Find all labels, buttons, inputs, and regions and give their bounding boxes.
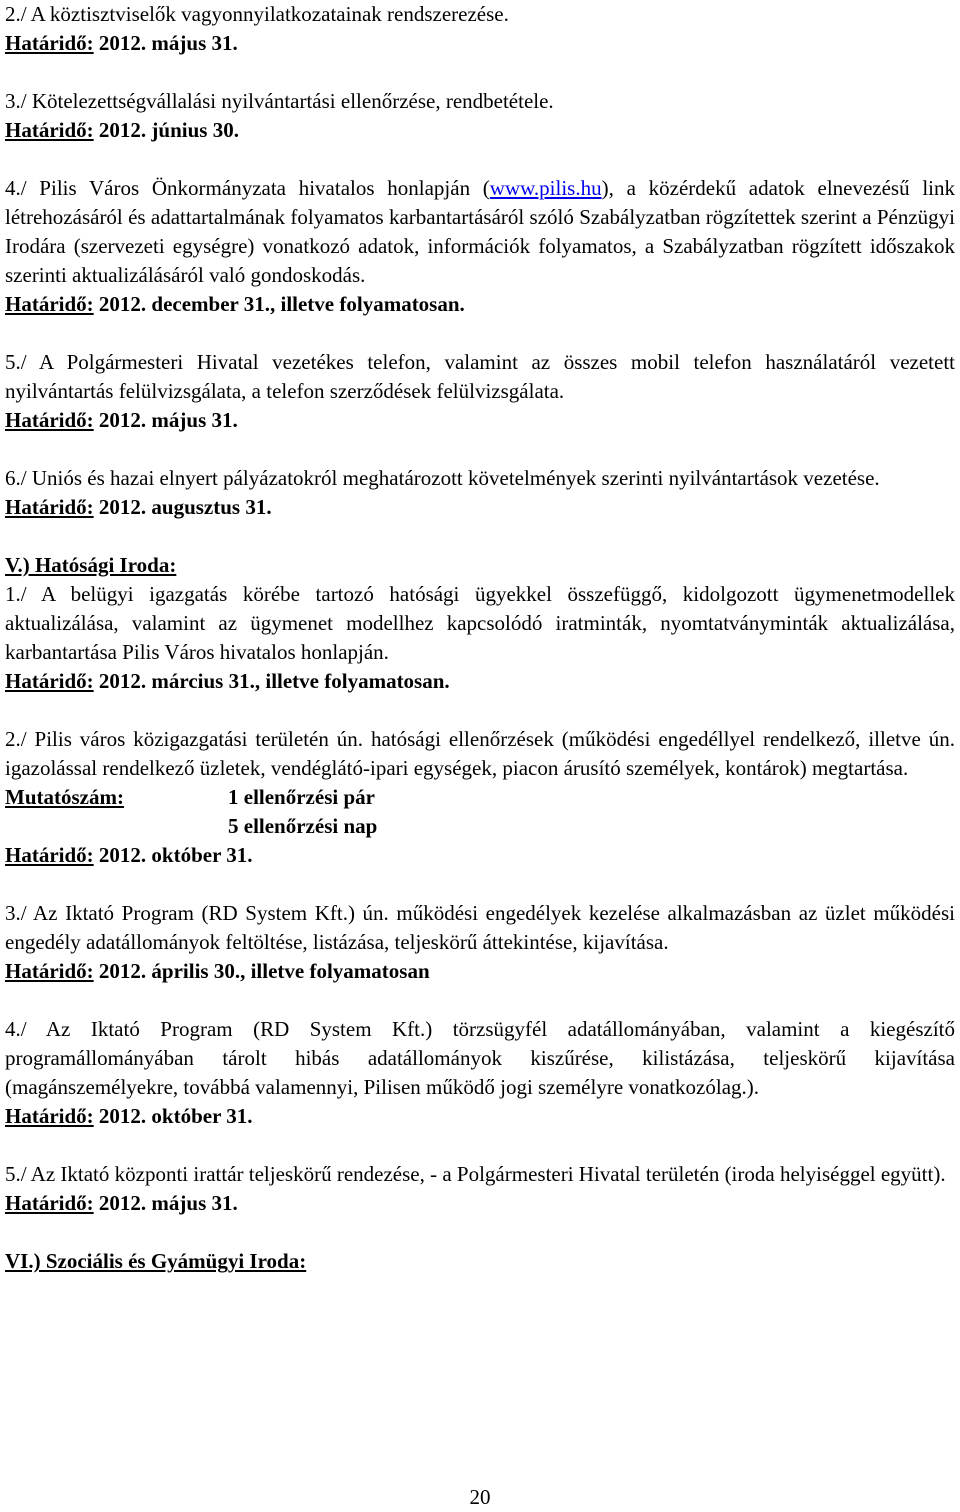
deadline-b2: Határidő: 2012. október 31. bbox=[5, 843, 253, 867]
deadline-label: Határidő: bbox=[5, 31, 94, 55]
item-b3: 3./ Az Iktató Program (RD System Kft.) ún. működési engedélyek kezelése alkalmazásban az üzlet működési engedély adatállományok feltöltése, listázása, teljeskörű áttekintése, kijavítása. bbox=[5, 901, 955, 954]
indicator-label: Mutatószám: bbox=[5, 785, 124, 809]
deadline-label: Határidő: bbox=[5, 1104, 94, 1128]
deadline-b4: Határidő: 2012. október 31. bbox=[5, 1104, 253, 1128]
deadline-a5: Határidő: 2012. május 31. bbox=[5, 408, 238, 432]
section-heading-szocialis: VI.) Szociális és Gyámügyi Iroda: bbox=[5, 1249, 307, 1273]
section-heading-hatosagi: V.) Hatósági Iroda: bbox=[5, 553, 177, 577]
deadline-a6: Határidő: 2012. augusztus 31. bbox=[5, 495, 272, 519]
page-number: 20 bbox=[469, 1485, 491, 1509]
deadline-a2: Határidő: 2012. május 31. bbox=[5, 31, 238, 55]
item-b5: 5./ Az Iktató központi irattár teljeskörű rendezése, - a Polgármesteri Hivatal területén (iroda helyiséggel együtt). bbox=[5, 1162, 946, 1186]
deadline-a4: Határidő: 2012. december 31., illetve folyamatosan. bbox=[5, 292, 465, 316]
deadline-b5: Határidő: 2012. május 31. bbox=[5, 1191, 238, 1215]
deadline-label: Határidő: bbox=[5, 843, 94, 867]
item-b1: 1./ A belügyi igazgatás körébe tartozó hatósági ügyekkel összefüggő, kidolgozott ügymenetmodellek aktualizálása, valamint az ügymenet modellhez kapcsolódó iratminták, nyomtatványminták aktualizálása, karbantartása Pilis Város hivatalos honlapján. bbox=[5, 582, 955, 664]
website-link[interactable]: www.pilis.hu bbox=[489, 176, 602, 200]
deadline-b1: Határidő: 2012. március 31., illetve folyamatosan. bbox=[5, 669, 450, 693]
item-a3: 3./ Kötelezettségvállalási nyilvántartási ellenőrzése, rendbetétele. bbox=[5, 89, 554, 113]
deadline-label: Határidő: bbox=[5, 408, 94, 432]
indicator-value-1: 1 ellenőrzési pár bbox=[228, 785, 375, 809]
item-a2: 2./ A köztisztviselők vagyonnyilatkozatainak rendszerezése. bbox=[5, 2, 509, 26]
deadline-label: Határidő: bbox=[5, 292, 94, 316]
item-a6: 6./ Uniós és hazai elnyert pályázatokról meghatározott követelmények szerinti nyilvántartások vezetése. bbox=[5, 466, 880, 490]
deadline-label: Határidő: bbox=[5, 669, 94, 693]
item-a5: 5./ A Polgármesteri Hivatal vezetékes telefon, valamint az összes mobil telefon használatáról vezetett nyilvántartás felülvizsgálata, a telefon szerződések felülvizsgálata. bbox=[5, 350, 955, 403]
indicator-value-2: 5 ellenőrzési nap bbox=[228, 814, 378, 838]
deadline-a3: Határidő: 2012. június 30. bbox=[5, 118, 239, 142]
deadline-label: Határidő: bbox=[5, 495, 94, 519]
deadline-label: Határidő: bbox=[5, 118, 94, 142]
indicator-value-2-row bbox=[5, 812, 955, 841]
deadline-label: Határidő: bbox=[5, 1191, 94, 1215]
item-b2: 2./ Pilis város közigazgatási területén ún. hatósági ellenőrzések (működési engedéllyel rendelkező, illetve ún. igazolással rendelkező üzletek, vendéglátó-ipari egységek, piacon árusító személyek, kontárok) megtartása. bbox=[5, 727, 955, 780]
item-a4: 4./ Pilis Város Önkormányzata hivatalos honlapján (www.pilis.hu), a közérdekű adatok elnevezésű link létrehozásáról és adattartalmának folyamatos karbantartásáról szóló Szabályzatban rögzítettek szerint a Pénzügyi Irodára (szervezeti egységre) vonatkozó adatok, információk folyamatos, a Szabályzatban rögzített időszakok szerinti aktualizálásáról való gondoskodás. bbox=[5, 176, 955, 287]
deadline-label: Határidő: bbox=[5, 959, 94, 983]
document-page bbox=[5, 0, 955, 1276]
item-b4: 4./ Az Iktató Program (RD System Kft.) törzsügyfél adatállományában, valamint a kiegészítő programállományában tárolt hibás adatállományok kiszűrése, kilistázása, teljeskörű kijavítása (magánszemélyekre, továbbá valamennyi, Pilisen működő jogi személyre vonatkozólag.). bbox=[5, 1017, 955, 1099]
indicator-row bbox=[5, 783, 955, 812]
deadline-b3: Határidő: 2012. április 30., illetve folyamatosan bbox=[5, 959, 430, 983]
